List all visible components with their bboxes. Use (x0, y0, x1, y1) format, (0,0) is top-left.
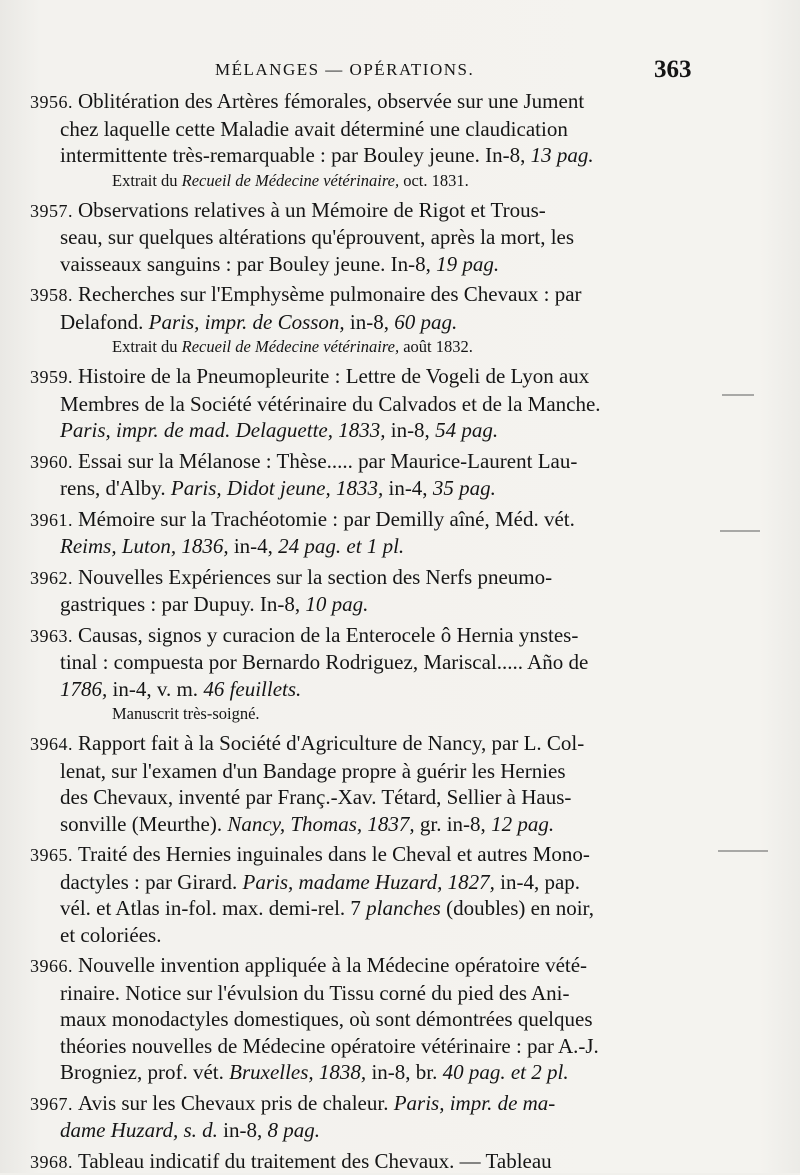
italic-text: 13 pag. (531, 143, 594, 167)
catalogue-entry (30, 281, 720, 359)
italic-text: Recueil de Médecine vétérinaire, (182, 171, 399, 190)
italic-text: 8 pag. (267, 1118, 320, 1142)
italic-text: Paris, impr. de Cosson, (149, 310, 345, 334)
entry-text-line: et coloriées. (30, 922, 720, 949)
margin-pencil-mark (722, 394, 754, 396)
italic-text: 40 pag. et 2 pl. (443, 1060, 569, 1084)
entry-number: 3967. (30, 1094, 78, 1114)
catalogue-entry (30, 506, 720, 560)
entry-text-line: lenat, sur l'examen d'un Bandage propre à guérir les Hernies (30, 758, 720, 785)
entry-text-line: rinaire. Notice sur l'évulsion du Tissu corné du pied des Ani- (30, 980, 720, 1007)
catalogue-entry (30, 448, 720, 502)
italic-text: 24 pag. et 1 pl. (278, 534, 404, 558)
entry-text-line: 3961. Mémoire sur la Trachéotomie : par Demilly aîné, Méd. vét. (30, 506, 720, 534)
italic-text: Paris, impr. de ma- (394, 1091, 556, 1115)
entry-text-line: maux monodactyles domestiques, où sont démontrées quelques (30, 1006, 720, 1033)
entry-text-line: 3965. Traité des Hernies inguinales dans le Cheval et autres Mono- (30, 841, 720, 869)
italic-text: dame Huzard, s. d. (60, 1118, 218, 1142)
entry-text-line: dame Huzard, s. d. in-8, 8 pag. (30, 1117, 720, 1144)
entry-text-line: Delafond. Paris, impr. de Cosson, in-8, 60 pag. (30, 309, 720, 336)
running-head (0, 56, 800, 86)
italic-text: 35 pag. (433, 476, 496, 500)
entry-number: 3968. (30, 1152, 78, 1172)
catalogue-entry (30, 952, 720, 1086)
italic-text: Nancy, Thomas, 1837, (227, 812, 414, 836)
entry-number: 3957. (30, 201, 78, 221)
entry-text-line: Paris, impr. de mad. Delaguette, 1833, in-8, 54 pag. (30, 417, 720, 444)
entry-number: 3962. (30, 568, 78, 588)
running-head-title: MÉLANGES — OPÉRATIONS. (215, 60, 474, 80)
italic-text: Paris, Didot jeune, 1833, (171, 476, 383, 500)
margin-pencil-mark (718, 850, 768, 852)
italic-text: 54 pag. (435, 418, 498, 442)
entry-text-line: intermittente très-remarquable : par Bouley jeune. In-8, 13 pag. (30, 142, 720, 169)
entry-number: 3959. (30, 367, 78, 387)
italic-text: 60 pag. (394, 310, 457, 334)
italic-text: 1786, (60, 677, 107, 701)
entry-number: 3961. (30, 510, 78, 530)
entry-text-line: 3967. Avis sur les Chevaux pris de chaleur. Paris, impr. de ma- (30, 1090, 720, 1118)
entry-number: 3964. (30, 734, 78, 754)
entry-text-line: vél. et Atlas in-fol. max. demi-rel. 7 planches (doubles) en noir, (30, 895, 720, 922)
catalogue-entry (30, 1148, 720, 1175)
italic-text: Bruxelles, 1838, (229, 1060, 366, 1084)
entry-number: 3958. (30, 285, 78, 305)
entry-text-line: rens, d'Alby. Paris, Didot jeune, 1833, in-4, 35 pag. (30, 475, 720, 502)
entry-text-line: 3968. Tableau indicatif du traitement des Chevaux. — Tableau (30, 1148, 720, 1175)
italic-text: 10 pag. (305, 592, 368, 616)
entry-note: Extrait du Recueil de Médecine vétérinaire, août 1832. (30, 335, 720, 359)
catalogue-entry (30, 730, 720, 837)
italic-text: 46 feuillets. (203, 677, 301, 701)
entry-text-line: tinal : compuesta por Bernardo Rodriguez, Mariscal..... Año de (30, 649, 720, 676)
catalogue-entry (30, 88, 720, 193)
italic-text: 12 pag. (491, 812, 554, 836)
italic-text: planches (366, 896, 441, 920)
entry-text-line: sonville (Meurthe). Nancy, Thomas, 1837, gr. in-8, 12 pag. (30, 811, 720, 838)
entry-number: 3966. (30, 956, 78, 976)
italic-text: Paris, madame Huzard, 1827, (243, 870, 495, 894)
catalogue-entry (30, 622, 720, 727)
italic-text: 19 pag. (436, 252, 499, 276)
entry-text-line: Membres de la Société vétérinaire du Calvados et de la Manche. (30, 391, 720, 418)
entry-text-line: 1786, in-4, v. m. 46 feuillets. (30, 676, 720, 703)
entry-text-line: 3962. Nouvelles Expériences sur la section des Nerfs pneumo- (30, 564, 720, 592)
entry-text-line: des Chevaux, inventé par Franç.-Xav. Tétard, Sellier à Haus- (30, 784, 720, 811)
entry-text-line: seau, sur quelques altérations qu'éprouvent, après la mort, les (30, 224, 720, 251)
italic-text: Recueil de Médecine vétérinaire, (182, 337, 399, 356)
entry-text-line: théories nouvelles de Médecine opératoire vétérinaire : par A.-J. (30, 1033, 720, 1060)
italic-text: Reims, Luton, 1836, (60, 534, 229, 558)
italic-text: Paris, impr. de mad. Delaguette, 1833, (60, 418, 385, 442)
entry-number: 3963. (30, 626, 78, 646)
page-number: 363 (654, 56, 692, 84)
entry-text-line: 3958. Recherches sur l'Emphysème pulmonaire des Chevaux : par (30, 281, 720, 309)
entry-text-line: 3959. Histoire de la Pneumopleurite : Lettre de Vogeli de Lyon aux (30, 363, 720, 391)
entry-text-line: 3966. Nouvelle invention appliquée à la Médecine opératoire vété- (30, 952, 720, 980)
entry-text-line: 3964. Rapport fait à la Société d'Agriculture de Nancy, par L. Col- (30, 730, 720, 758)
entry-note: Extrait du Recueil de Médecine vétérinaire, oct. 1831. (30, 169, 720, 193)
catalogue-entries (30, 88, 720, 1175)
catalogue-entry (30, 841, 720, 948)
entry-text-line: 3963. Causas, signos y curacion de la Enterocele ô Hernia ynstes- (30, 622, 720, 650)
entry-text-line: Reims, Luton, 1836, in-4, 24 pag. et 1 pl. (30, 533, 720, 560)
entry-text-line: 3957. Observations relatives à un Mémoire de Rigot et Trous- (30, 197, 720, 225)
entry-text-line: vaisseaux sanguins : par Bouley jeune. In-8, 19 pag. (30, 251, 720, 278)
entry-number: 3965. (30, 845, 78, 865)
catalogue-entry (30, 197, 720, 278)
entry-number: 3960. (30, 452, 78, 472)
entry-text-line: 3956. Oblitération des Artères fémorales, observée sur une Jument (30, 88, 720, 116)
catalogue-entry (30, 564, 720, 618)
entry-text-line: Brogniez, prof. vét. Bruxelles, 1838, in-8, br. 40 pag. et 2 pl. (30, 1059, 720, 1086)
entry-text-line: 3960. Essai sur la Mélanose : Thèse..... par Maurice-Laurent Lau- (30, 448, 720, 476)
entry-note: Manuscrit très-soigné. (30, 702, 720, 726)
entry-text-line: gastriques : par Dupuy. In-8, 10 pag. (30, 591, 720, 618)
entry-text-line: chez laquelle cette Maladie avait déterminé une claudication (30, 116, 720, 143)
entry-number: 3956. (30, 92, 78, 112)
catalogue-entry (30, 363, 720, 444)
margin-pencil-mark (720, 530, 760, 532)
entry-text-line: dactyles : par Girard. Paris, madame Huzard, 1827, in-4, pap. (30, 869, 720, 896)
catalogue-entry (30, 1090, 720, 1144)
